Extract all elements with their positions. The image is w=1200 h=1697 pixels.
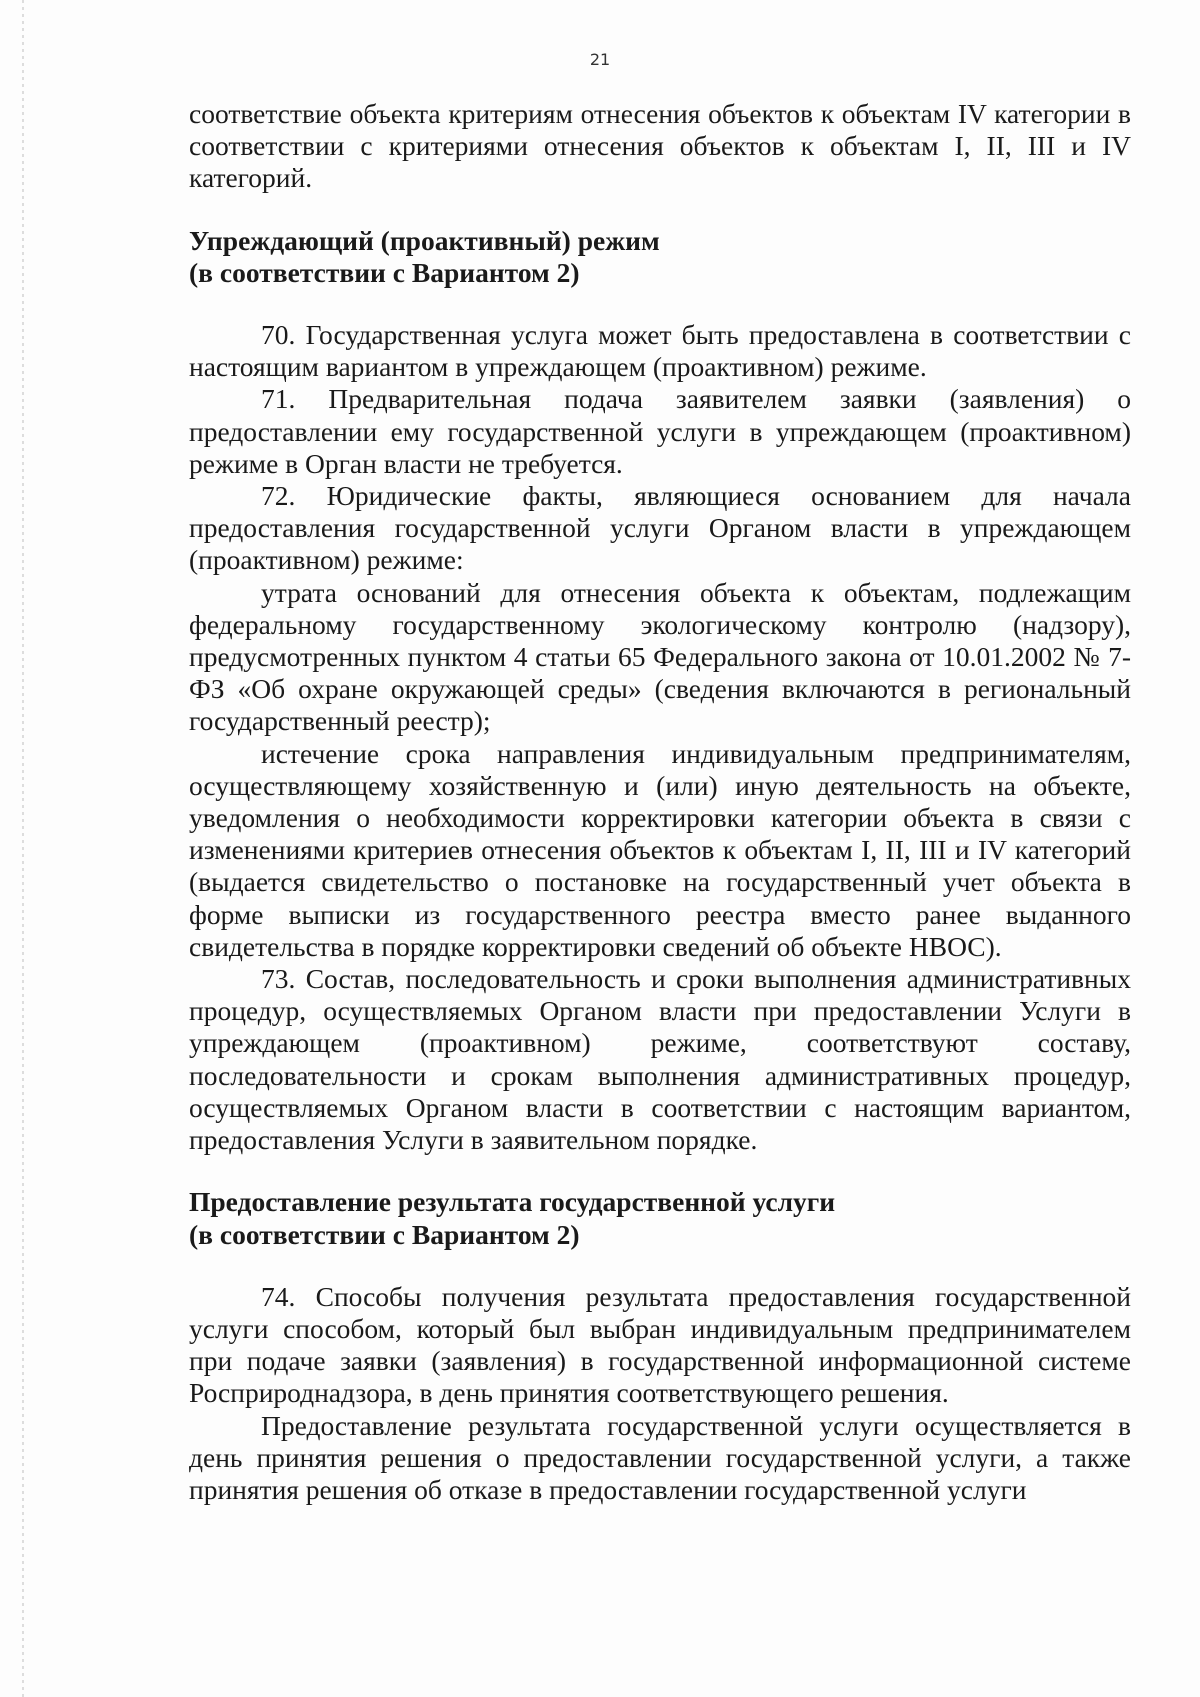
section-heading-2-line-2: (в соответствии с Вариантом 2): [189, 1218, 580, 1250]
page-number: 21: [589, 50, 611, 69]
section-heading-2-line-1: Предоставление результата государственной услуги: [189, 1186, 836, 1218]
document-body: [189, 98, 1131, 1506]
paragraph-70: 70. Государственная услуга может быть предоставлена в соответствии с настоящим вариантом в упреждающем (проактивном) режиме.: [189, 319, 1131, 383]
paragraph-71: 71. Предварительная подача заявителем заявки (заявления) о предоставлении ему государственной услуги в упреждающем (проактивном) режиме в Орган власти не требуется.: [189, 383, 1131, 479]
paragraph-72-item-2: истечение срока направления индивидуальным предпринимателям, осуществляющему хозяйственную и (или) иную деятельность на объекте, уведомления о необходимости корректировки категории объекта в связи с изменениями критериев отнесения объектов к объектам I, II, III и IV категорий (выдается свидетельство о постановке на государственный учет объекта в форме выписки из государственного реестра вместо ранее выданного свидетельства в порядке корректировки сведений об объекте НВОС).: [189, 737, 1131, 962]
paragraph-74: 74. Способы получения результата предоставления государственной услуги способом, который был выбран индивидуальным предпринимателем при подаче заявки (заявления) в государственной информационной системе Росприроднадзора, в день принятия соответствующего решения.: [189, 1280, 1131, 1409]
paragraph-72-item-1: утрата оснований для отнесения объекта к объектам, подлежащим федеральному государственному экологическому контролю (надзору), предусмотренных пунктом 4 статьи 65 Федерального закона от 10.01.2002 № 7-ФЗ «Об охране окружающей среды» (сведения включаются в региональный государственный реестр);: [189, 576, 1131, 737]
scan-binding-edge: [22, 0, 24, 1697]
section-heading-line-2: (в соответствии с Вариантом 2): [189, 256, 580, 288]
section-heading-line-1: Упреждающий (проактивный) режим: [189, 224, 660, 256]
paragraph-74-continuation: Предоставление результата государственной услуги осуществляется в день принятия решения о предоставлении государственной услуги, а также принятия решения об отказе в предоставлении государственной услуги: [189, 1409, 1131, 1505]
paragraph-continuation: соответствие объекта критериям отнесения объектов к объектам IV категории в соответствии с критериями отнесения объектов к объектам I, II, III и IV категорий.: [189, 98, 1131, 194]
paragraph-73: 73. Состав, последовательность и сроки выполнения административных процедур, осуществляемых Органом власти при предоставлении Услуги в упреждающем (проактивном) режиме, соответствуют составу, последовательности и срокам выполнения административных процедур, осуществляемых Органом власти в соответствии с настоящим вариантом, предоставления Услуги в заявительном порядке.: [189, 963, 1131, 1156]
paragraph-72: 72. Юридические факты, являющиеся основанием для начала предоставления государственной услуги Органом власти в упреждающем (проактивном) режиме:: [189, 480, 1131, 576]
